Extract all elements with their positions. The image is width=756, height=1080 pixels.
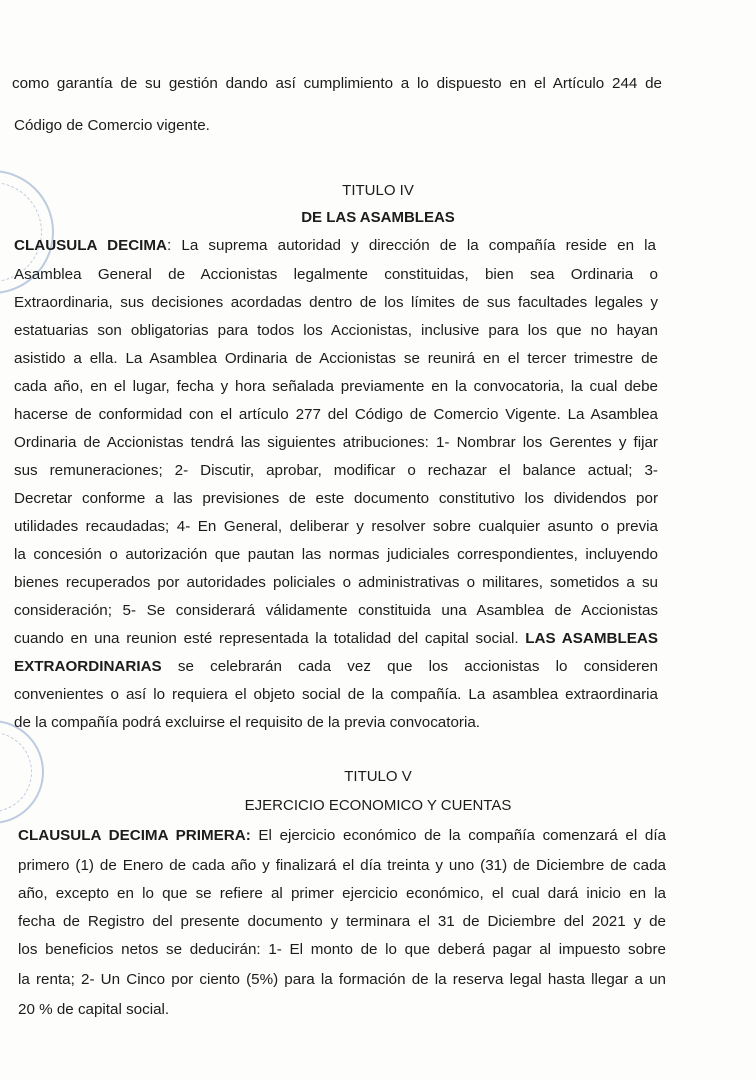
text-span: cuando en una reunion esté representada la totalidad del capital social.	[14, 630, 526, 647]
text-line: primero (1) de Enero de cada año y finalizará el día treinta y uno (31) de Diciembre de cada	[18, 857, 666, 874]
text-line: utilidades recaudadas; 4- En General, deliberar y resolver sobre cualquier asunto o previa	[14, 518, 658, 535]
bold-span: EXTRAORDINARIAS	[14, 658, 162, 675]
text-line: 20 % de capital social.	[18, 1001, 170, 1018]
section-title: DE LAS ASAMBLEAS	[301, 209, 455, 226]
text-line: asistido a ella. La Asamblea Ordinaria de Accionistas se reunirá en el tercer trimestre de	[14, 350, 658, 367]
text-line: fecha de Registro del presente documento y terminara el 31 de Diciembre del 2021 y de	[18, 913, 666, 930]
clause-first-line	[18, 826, 666, 846]
text-line: bienes recuperados por autoridades policiales o administrativas o militares, sometidos a su	[14, 574, 658, 591]
text-span: se celebrarán cada vez que los accionistas lo consideren	[161, 658, 658, 675]
clause-heading: CLAUSULA DECIMA PRIMERA:	[18, 827, 251, 844]
text-line: sus remuneraciones; 2- Discutir, aprobar, modificar o rechazar el balance actual; 3-	[14, 462, 658, 479]
section-title: EJERCICIO ECONOMICO Y CUENTAS	[244, 797, 512, 814]
text-line: Ordinaria de Accionistas tendrá las siguientes atribuciones: 1- Nombrar los Gerentes y fijar	[14, 434, 658, 451]
clause-first-line	[14, 236, 656, 256]
text-line: los beneficios netos se deducirán: 1- El monto de lo que deberá pagar al impuesto sobre	[18, 941, 666, 958]
text-line: la renta; 2- Un Cinco por ciento (5%) para la formación de la reserva legal hasta llegar a un	[18, 971, 666, 988]
text-line: estatuarias son obligatorias para todos los Accionistas, inclusive para los que no hayan	[14, 322, 658, 339]
text-line: hacerse de conformidad con el artículo 277 del Código de Comercio Vigente. La Asamblea	[14, 406, 658, 423]
mixed-line	[14, 657, 658, 677]
text-line: año, excepto en lo que se refiere al primer ejercicio económico, el cual dará inicio en la	[18, 885, 666, 902]
text-line: como garantía de su gestión dando así cumplimiento a lo dispuesto en el Artículo 244 de	[12, 75, 662, 92]
text-line: Decretar conforme a las previsiones de este documento constitutivo los dividendos por	[14, 490, 658, 507]
text-line: Asamblea General de Accionistas legalmente constituidas, bien sea Ordinaria o	[14, 266, 658, 283]
text-line: la concesión o autorización que pautan las normas judiciales correspondientes, incluyendo	[14, 546, 658, 563]
text-line: convenientes o así lo requiera el objeto social de la compañía. La asamblea extraordinaria	[14, 686, 658, 703]
text-line: Extraordinaria, sus decisiones acordadas dentro de los límites de sus facultades legales y	[14, 294, 658, 311]
text-line: consideración; 5- Se considerará válidamente constituida una Asamblea de Accionistas	[14, 602, 658, 619]
clause-text: El ejercicio económico de la compañía comenzará el día	[250, 827, 666, 844]
clause-text: : La suprema autoridad y dirección de la compañía reside en la	[167, 237, 656, 254]
bold-span: LAS ASAMBLEAS	[525, 630, 658, 647]
text-line: Código de Comercio vigente.	[14, 117, 210, 134]
text-line: cada año, en el lugar, fecha y hora señalada previamente en la convocatoria, la cual debe	[14, 378, 658, 395]
text-line: de la compañía podrá excluirse el requisito de la previa convocatoria.	[14, 714, 481, 731]
mixed-line	[14, 629, 658, 649]
section-number: TITULO IV	[342, 182, 414, 199]
clause-heading: CLAUSULA DECIMA	[14, 237, 168, 254]
section-number: TITULO V	[344, 768, 412, 785]
